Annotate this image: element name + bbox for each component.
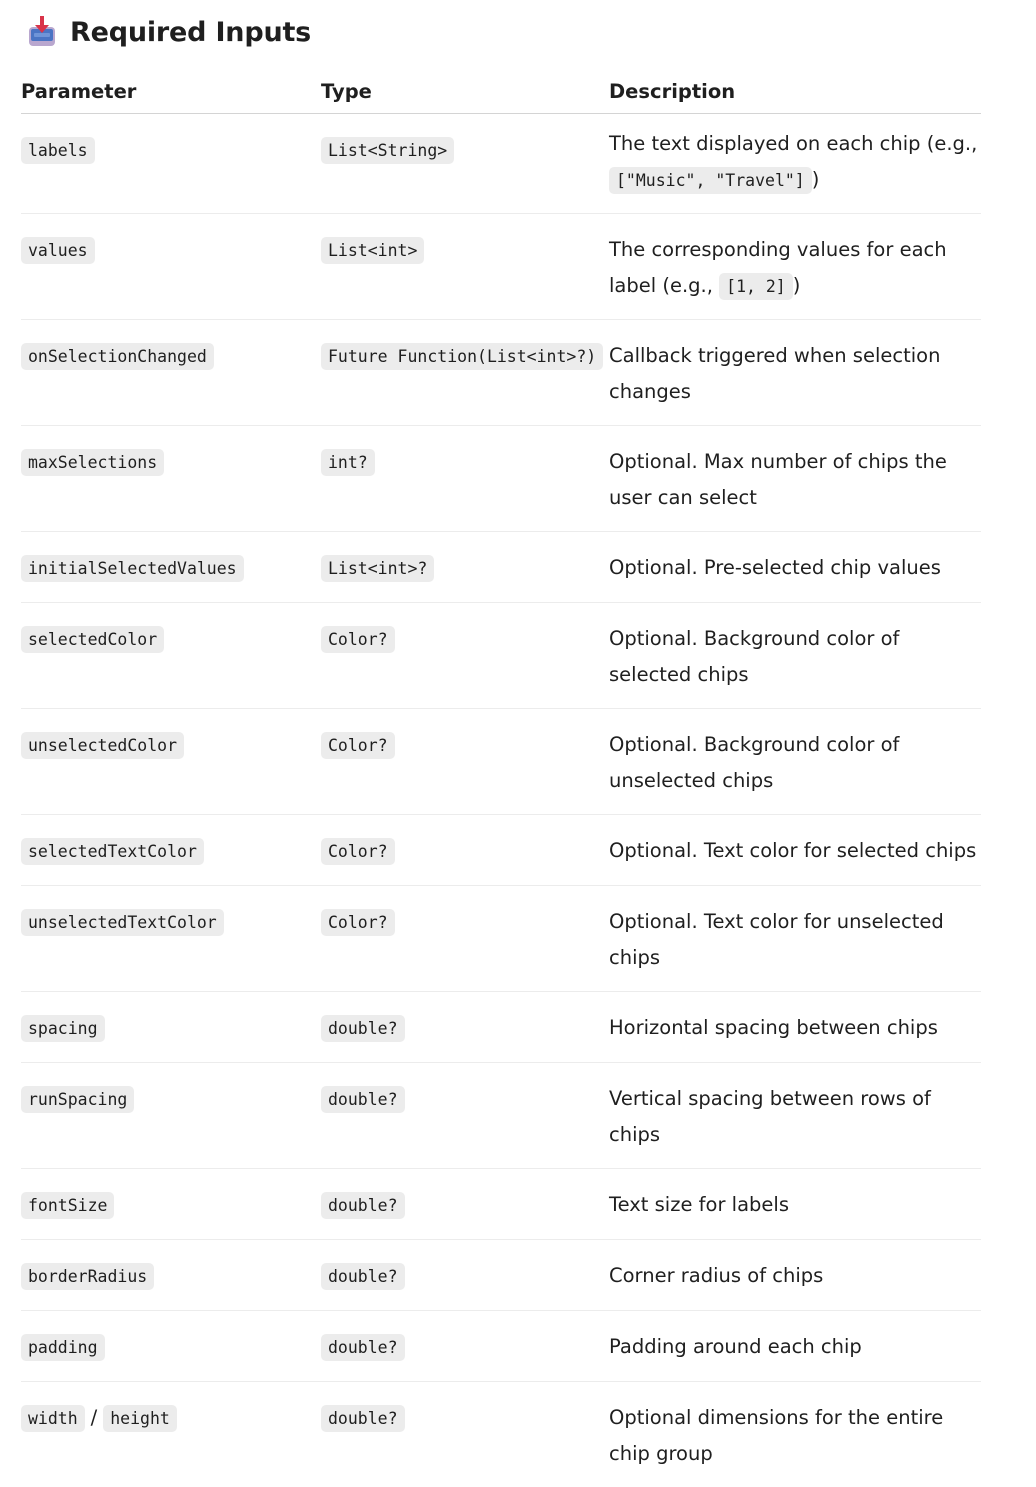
section-heading — [26, 10, 311, 54]
table-row — [21, 114, 981, 214]
param-code: initialSelectedValues — [21, 555, 244, 582]
type-code: double? — [321, 1263, 405, 1290]
page-title: Required Inputs — [70, 17, 311, 48]
type-code: double? — [321, 1015, 405, 1042]
table-row — [21, 886, 981, 992]
param-code: unselectedTextColor — [21, 909, 224, 936]
type-code: double? — [321, 1334, 405, 1361]
type-code: Future Function(List<int>?) — [321, 343, 603, 370]
table-row — [21, 532, 981, 603]
param-code: padding — [21, 1334, 105, 1361]
table-header-row — [21, 70, 981, 114]
param-code: runSpacing — [21, 1086, 134, 1113]
description-text: Optional. Pre-selected chip values — [609, 556, 941, 579]
table-row — [21, 709, 981, 815]
description-text: The text displayed on each chip (e.g., — [609, 132, 977, 155]
type-code: List<int> — [321, 237, 424, 264]
table-row — [21, 1311, 981, 1382]
column-header-description: Description — [609, 70, 981, 114]
description-text: Corner radius of chips — [609, 1264, 823, 1287]
type-code: double? — [321, 1086, 405, 1113]
type-code: Color? — [321, 732, 395, 759]
param-code: unselectedColor — [21, 732, 184, 759]
inbox-tray-icon — [26, 15, 58, 49]
param-code: onSelectionChanged — [21, 343, 214, 370]
type-code: Color? — [321, 626, 395, 653]
param-code: maxSelections — [21, 449, 164, 476]
description-end: ) — [812, 168, 820, 191]
description-text: Padding around each chip — [609, 1335, 862, 1358]
inputs-table — [21, 70, 981, 1487]
type-code: List<int>? — [321, 555, 434, 582]
description-text: Callback triggered when selection changes — [609, 344, 940, 403]
description-text: Optional. Background color of selected chips — [609, 627, 899, 686]
param-code: height — [103, 1405, 177, 1432]
table-row — [21, 214, 981, 320]
param-code: selectedTextColor — [21, 838, 204, 865]
table-row — [21, 815, 981, 886]
param-code: labels — [21, 137, 95, 164]
type-code: double? — [321, 1405, 405, 1432]
column-header-parameter: Parameter — [21, 70, 321, 114]
description-end: ) — [793, 274, 801, 297]
table-row — [21, 1382, 981, 1487]
example-code: [1, 2] — [719, 273, 793, 300]
param-code: spacing — [21, 1015, 105, 1042]
column-header-type: Type — [321, 70, 609, 114]
table-row — [21, 603, 981, 709]
description-text: Optional. Max number of chips the user can select — [609, 450, 947, 509]
type-code: Color? — [321, 838, 395, 865]
description-text: Horizontal spacing between chips — [609, 1016, 938, 1039]
param-separator: / — [91, 1406, 98, 1429]
description-text: Optional. Background color of unselected chips — [609, 733, 899, 792]
table-row — [21, 1063, 981, 1169]
type-code: Color? — [321, 909, 395, 936]
param-code: width — [21, 1405, 85, 1432]
table-row — [21, 1169, 981, 1240]
table-row — [21, 426, 981, 532]
description-text: Optional. Text color for unselected chips — [609, 910, 944, 969]
param-code: selectedColor — [21, 626, 164, 653]
table-row — [21, 320, 981, 426]
type-code: List<String> — [321, 137, 454, 164]
param-code: borderRadius — [21, 1263, 154, 1290]
description-text: Vertical spacing between rows of chips — [609, 1087, 931, 1146]
description-text: Optional dimensions for the entire chip group — [609, 1406, 943, 1465]
type-code: int? — [321, 449, 375, 476]
description-text: Text size for labels — [609, 1193, 789, 1216]
description-text: Optional. Text color for selected chips — [609, 839, 976, 862]
table-row — [21, 992, 981, 1063]
example-code: ["Music", "Travel"] — [609, 167, 812, 194]
table-row — [21, 1240, 981, 1311]
param-code: fontSize — [21, 1192, 114, 1219]
type-code: double? — [321, 1192, 405, 1219]
param-code: values — [21, 237, 95, 264]
description-text: The corresponding values for each label (e.g., — [609, 238, 947, 297]
